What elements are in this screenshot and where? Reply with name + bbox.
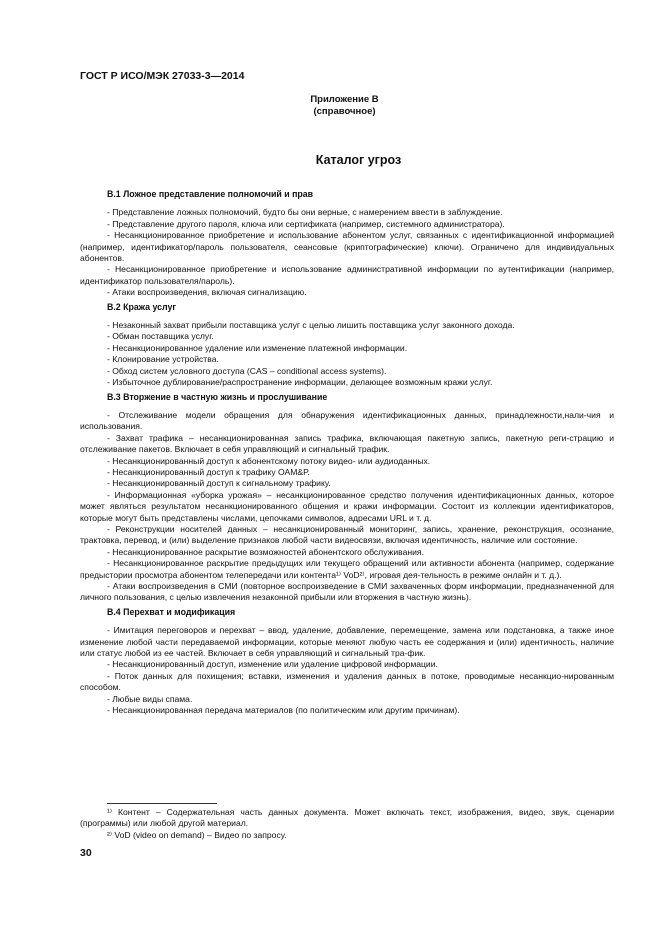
paragraph: - Реконструкции носителей данных – несанкционированный мониторинг, запись, хранение, реконструкция, осознание, трактовка, перевод, и (или) выделение признаков любой части видеосвязи, включая идентичность, наличие или состояние.: [80, 523, 614, 546]
paragraph: - Несанкционированное раскрытие возможностей абонентского обслуживания.: [107, 546, 424, 557]
paragraph: - Несанкционированная передача материалов (по политическим или другим причинам).: [107, 705, 460, 716]
section-title: В.2 Кража услуг: [107, 301, 177, 312]
paragraph: - Несанкционированный доступ, изменение или удаление цифровой информации.: [107, 659, 438, 670]
paragraph: - Имитация переговоров и перехват – ввод, удаление, добавление, перемещение, замена или подстановка, а также иное изменение любой части передаваемой информации, которые меняют любую часть ее содержания и (или) идентичность, наличие или статус любой из ее частей. Включает в себя управляющий и сигнальный тра-фик.: [80, 625, 614, 659]
footnote-divider: [107, 803, 217, 804]
paragraph: - Поток данных для похищения; вставки, изменения и удаления данных в потоке, проводимые несанкцио-нированным способом.: [80, 670, 614, 693]
paragraph: - Несанкционированный доступ к сигнальному трафику.: [107, 478, 331, 489]
paragraph: - Захват трафика – несанкционированная запись трафика, включающая пакетную запись, пакетную реги-страцию и отслеживание пакетов. Включает в себя управляющий и сигнальный трафик.: [80, 432, 614, 455]
paragraph: - Несанкционированный доступ к трафику ОАМ&Р.: [107, 466, 310, 477]
paragraph: - Обход систем условного доступа (CAS – conditional access systems).: [107, 365, 387, 376]
paragraph: - Несанкционированное раскрытие предыдущих или текущего обращений или активности абонента (например, содержание предыстории просмотра абонентом телепередачи или контента¹⁾ VoD²⁾, игровая дея-тельность в режиме онлайн и т. д.).: [80, 558, 614, 580]
footnote: ²⁾ VoD (video on demand) – Видео по запросу.: [107, 829, 287, 840]
paragraph: - Избыточное дублирование/распространение информации, делающее возможным кражи услуг.: [107, 377, 493, 388]
paragraph: - Несанкционированное приобретение и использование административной информации по аутентификации (например, идентификатор пользователя/пароль).: [80, 264, 614, 286]
document-body: [80, 186, 614, 716]
document-header: ГОСТ Р ИСО/МЭК 27033-3—2014: [80, 70, 245, 82]
paragraph: - Клонирование устройства.: [107, 354, 219, 365]
footnote: ¹⁾ Контент – Содержательная часть данных документа. Может включать текст, изображения, видео, звук, сценарии (программы) или любой другой материал.: [80, 807, 614, 829]
paragraph: - Представление другого пароля, ключа или сертификата (например, системного администратора).: [107, 218, 505, 229]
section-title: В.4 Перехват и модификация: [107, 606, 236, 617]
paragraph: - Атаки воспроизведения в СМИ (повторное воспроизведение в СМИ захваченных форм информации, предназначенной для личного пользования, с целью извлечения незаконной прибыли или вторжения в частную жизнь).: [80, 581, 614, 603]
paragraph: - Представление ложных полномочий, будто бы они верные, с намерением ввести в заблуждение.: [107, 207, 503, 218]
appendix-label: Приложение В: [310, 94, 379, 105]
paragraph: - Любые виды спама.: [107, 693, 193, 704]
page-number: 30: [80, 847, 92, 859]
footnotes: [80, 803, 614, 841]
section-title: В.3 Вторжение в частную жизнь и прослушивание: [107, 391, 328, 402]
paragraph: - Несанкционированный доступ к абонентскому потоку видео- или аудиоданных.: [107, 455, 431, 466]
paragraph: - Незаконный захват прибыли поставщика услуг с целью лишить поставщика услуг законного дохода.: [107, 320, 515, 331]
section-title: В.1 Ложное представление полномочий и прав: [107, 189, 314, 199]
paragraph: - Информационная «уборка урожая» – несанкционированное средство получения идентификационных данных, которое может являться результатом несанкционированного общения и кражи информации. Состоит из коллекции идентификаторов, которые могут быть представлены числами, цепочками символов, адресами URL и т. д.: [80, 489, 614, 523]
page-title: Каталог угроз: [315, 153, 402, 167]
paragraph: - Атаки воспроизведения, включая сигнализацию.: [107, 287, 307, 298]
paragraph: - Отслеживание модели обращения для обнаружения идентификационных данных, принадлежности,нали-чия и использования.: [80, 409, 614, 432]
paragraph: - Несанкционированное удаление или изменение платежной информации.: [107, 342, 408, 353]
paragraph: - Несанкционированное приобретение и использование абонентом услуг, связанных с идентификационной информацией (например, идентификатор/пароль пользователя, сеансовые (криптографические) ключи). Ограничено для индивидуальных абонентов.: [80, 230, 614, 264]
paragraph: - Обман поставщика услуг.: [107, 331, 214, 342]
appendix-note: (справочное): [313, 106, 376, 117]
appendix-heading: [0, 94, 661, 118]
